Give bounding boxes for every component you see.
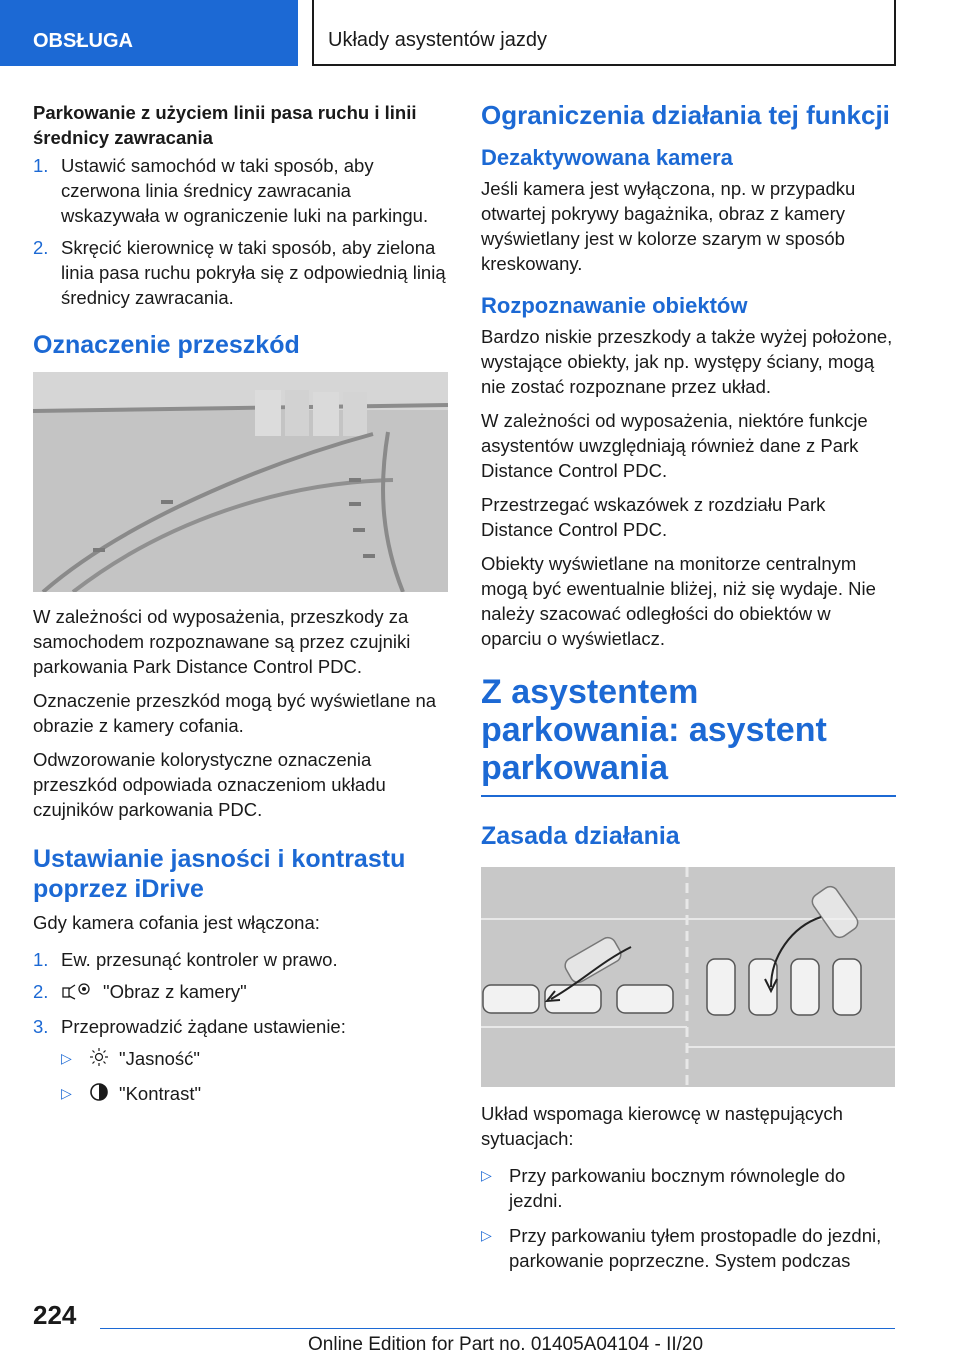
page-header — [0, 0, 960, 66]
parking-principle-image — [481, 867, 895, 1087]
chapter-title: Układy asystentów jazdy — [312, 0, 896, 66]
paragraph: Bardzo niskie przeszkody a także wyżej położone, wystające obiekty, jak np. występy ściany, mogą nie zostać rozpoznane przez układ. — [481, 326, 893, 397]
triangle-bullet-icon: ▷ — [61, 1085, 72, 1102]
list-item — [481, 1163, 896, 1213]
paragraph: Gdy kamera cofania jest włączona: — [33, 912, 320, 933]
step-number: 2. — [33, 981, 49, 1002]
section-tab: OBSŁUGA — [0, 0, 298, 66]
step-text: Ew. przesunąć kontroler w prawo. — [61, 949, 338, 970]
section-heading: Ograniczenia działania tej funkcji — [481, 100, 890, 130]
subsection-heading: Dezaktywowana kamera — [481, 145, 733, 170]
list-item — [33, 979, 448, 1007]
heading-rule — [481, 795, 896, 797]
bullet-list — [481, 1163, 896, 1273]
page-number: 224 — [33, 1300, 77, 1330]
triangle-bullet-icon: ▷ — [481, 1167, 492, 1183]
step-number: 2. — [33, 237, 49, 258]
step-text: Skręcić kierownicę w taki sposób, aby zielona linia pasa ruchu pokryła się z odpowiednią linią średnicy zawracania. — [61, 237, 446, 308]
step-text: "Obraz z kamery" — [103, 981, 247, 1002]
option-text: "Jasność" — [119, 1048, 201, 1070]
paragraph: W zależności od wyposażenia, przeszkody za samochodem rozpoznawane są przez czujniki parkowania Park Distance Control PDC. — [33, 606, 411, 677]
step-number: 3. — [33, 1016, 49, 1038]
camera-image-obstacles — [33, 372, 448, 592]
paragraph: Oznaczenie przeszkód mogą być wyświetlane na obrazie z kamery cofania. — [33, 690, 437, 736]
step-text: Przeprowadzić żądane ustawienie: — [61, 1016, 346, 1038]
rear-camera-illustration — [33, 372, 448, 592]
list-item — [481, 1223, 896, 1273]
edition-note: Online Edition for Part no. 01405A04104 - II/20 — [308, 1334, 704, 1355]
step-text: Ustawić samochód w taki sposób, aby czerwona linia średnicy zawracania wskazywała w ograniczenie luki na parkingu. — [61, 155, 429, 226]
camera-settings-icon — [61, 979, 93, 1007]
section-heading: Oznaczenie przeszkód — [33, 331, 300, 359]
parking-illustration — [481, 867, 895, 1087]
paragraph: Przestrzegać wskazówek z rozdziału Park Distance Control PDC. — [481, 494, 826, 540]
triangle-bullet-icon: ▷ — [481, 1227, 492, 1243]
bullet-text: Przy parkowaniu bocznym równolegle do jezdni. — [509, 1165, 846, 1211]
section-heading: Ustawianie jasności i kontrastu poprzez iDrive — [33, 845, 406, 903]
sub-list — [61, 1046, 448, 1108]
list-item — [33, 1014, 448, 1039]
paragraph: Jeśli kamera jest wyłączona, np. w przypadku otwartej pokrywy bagażnika, obraz z kamery wyświetlany jest w kolorze szarym w sposób kreskowany. — [481, 178, 856, 274]
left-column — [33, 100, 448, 1116]
step-number: 1. — [33, 949, 49, 970]
paragraph: Obiekty wyświetlane na monitorze centralnym mogą być ewentualnie bliżej, niż się wydaje. Nie należy szacować odległości do obiektów w oparciu o wyświetlacz. — [481, 553, 876, 649]
step-number: 1. — [33, 155, 49, 176]
list-item — [33, 153, 448, 228]
section-heading: Zasada działania — [481, 822, 680, 850]
list-item — [33, 235, 448, 310]
bullet-text: Przy parkowaniu tyłem prostopadle do jezdni, parkowanie poprzeczne. System podczas — [509, 1225, 882, 1271]
paragraph: Układ wspomaga kierowcę w następujących sytuacjach: — [481, 1103, 843, 1149]
right-column — [481, 100, 896, 1283]
chapter-heading: Z asystentem parkowania: asystent parkowania — [481, 673, 827, 787]
runin-heading: Parkowanie z użyciem linii pasa ruchu i linii średnicy zawracania — [33, 102, 417, 148]
option-text: "Kontrast" — [119, 1083, 202, 1105]
subsection-heading: Rozpoznawanie obiektów — [481, 293, 748, 318]
list-item — [61, 1081, 448, 1108]
triangle-bullet-icon: ▷ — [61, 1050, 72, 1067]
paragraph: W zależności od wyposażenia, niektóre funkcje asystentów uwzględniają również dane z Park Distance Control PDC. — [481, 410, 868, 481]
paragraph: Odwzorowanie kolorystyczne oznaczenia przeszkód odpowiada oznaczeniom układu czujników parkowania PDC. — [33, 749, 386, 820]
list-item — [33, 947, 448, 972]
footer-rule — [100, 1328, 895, 1329]
list-item — [61, 1046, 448, 1073]
brightness-icon — [89, 1047, 109, 1073]
contrast-icon — [89, 1082, 109, 1108]
steps-list — [33, 947, 448, 1039]
steps-list — [33, 153, 448, 310]
